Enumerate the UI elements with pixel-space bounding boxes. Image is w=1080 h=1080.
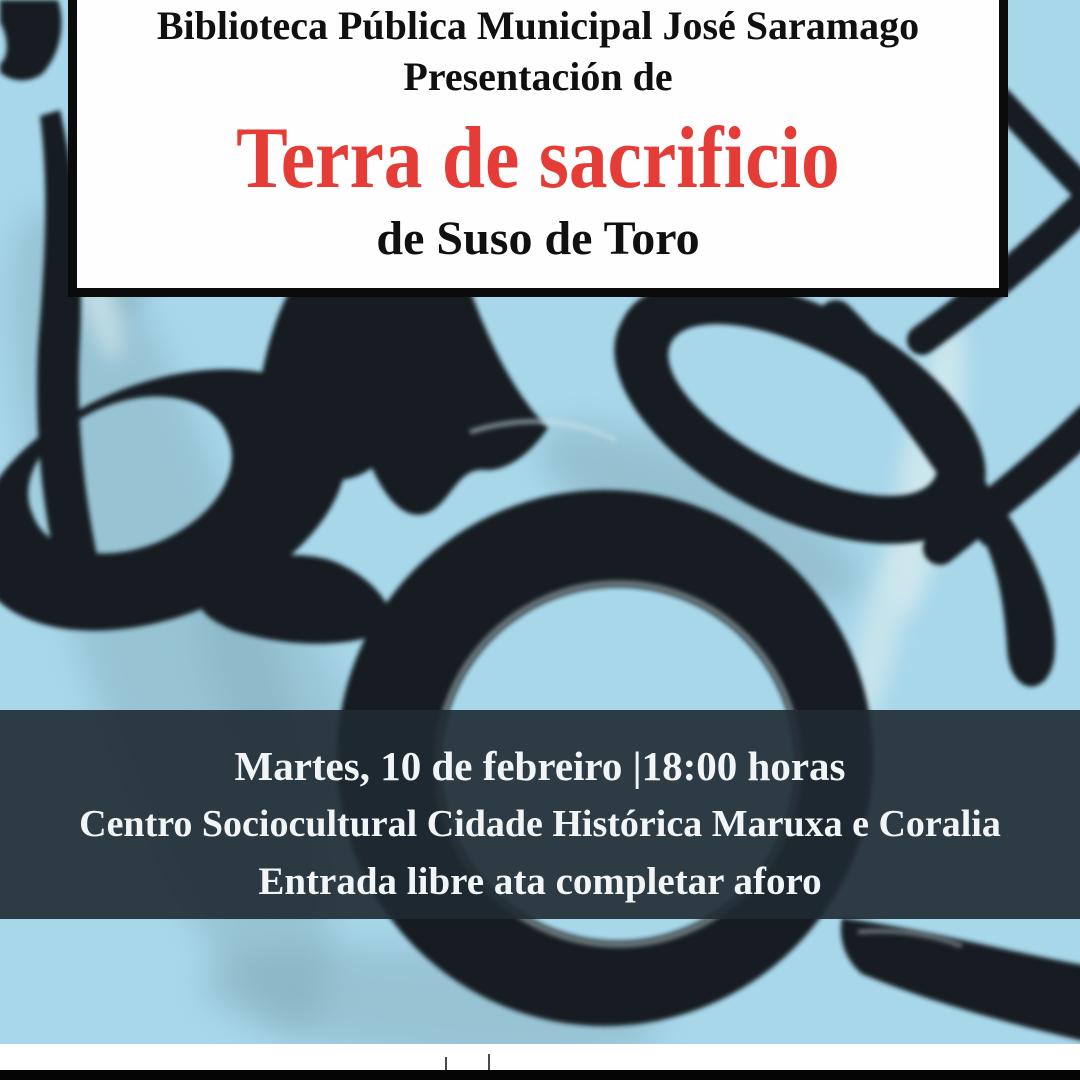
event-datetime: Martes, 10 de febreiro |18:00 horas — [234, 743, 846, 789]
title-box — [68, 0, 1008, 297]
event-details-band — [0, 710, 1080, 919]
book-title-text: Terra de sacrificio — [236, 110, 840, 207]
event-venue: Centro Sociocultural Cidade Histórica Maruxa e Coralia — [79, 803, 1001, 845]
author-line: de Suso de Toro — [376, 212, 700, 265]
event-admission: Entrada libre ata completar aforo — [258, 860, 822, 903]
logo-remnant-tick — [445, 1057, 447, 1070]
book-title — [77, 112, 999, 206]
presentation-label: Presentación de — [403, 54, 673, 99]
footer-white-strip — [0, 1044, 1080, 1070]
footer-black-bar — [0, 1070, 1080, 1080]
logo-remnant-tick — [488, 1054, 490, 1070]
library-name: Biblioteca Pública Municipal José Saramago — [156, 3, 920, 48]
